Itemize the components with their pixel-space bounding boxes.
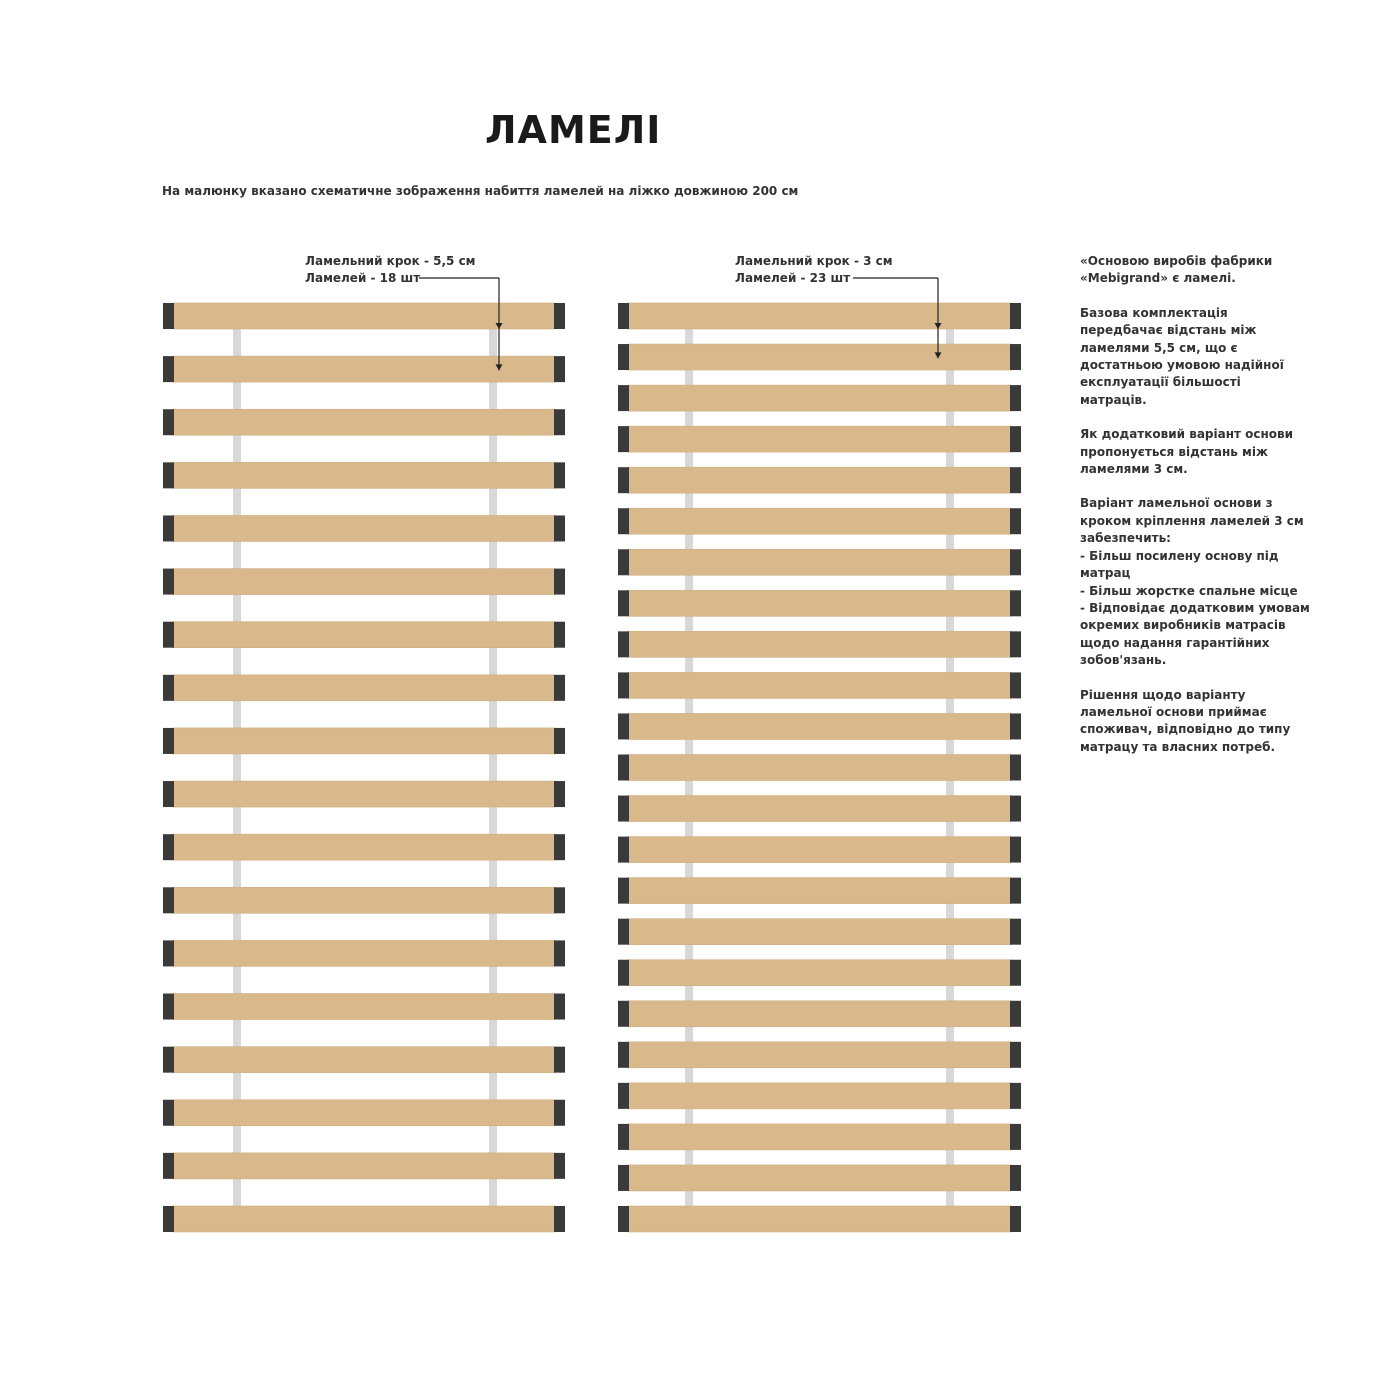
slat-holder-left: [163, 462, 174, 488]
slat-holder-left: [163, 569, 174, 595]
slat-holder-right: [554, 409, 565, 435]
slat-holder-left: [618, 755, 629, 781]
slat-holder-left: [163, 728, 174, 754]
slat-holder-left: [618, 1165, 629, 1191]
slat-holder-left: [618, 1042, 629, 1068]
slat: [628, 1001, 1011, 1027]
slat-holder-left: [163, 1153, 174, 1179]
slat: [173, 675, 555, 701]
slat: [173, 515, 555, 541]
slat: [628, 631, 1011, 657]
slat: [628, 1165, 1011, 1191]
slat-holder-right: [1010, 426, 1021, 452]
slat: [173, 1153, 555, 1179]
benefit-item: - Відповідає додатковим умовам окремих виробників матрасів щодо надання гарантійних зобов'язань.: [1080, 600, 1310, 668]
slat-holder-right: [1010, 385, 1021, 411]
description-benefits: [1080, 495, 1310, 669]
slat: [628, 549, 1011, 575]
slat-holder-right: [1010, 713, 1021, 739]
slat-holder-left: [163, 994, 174, 1020]
diagram-2-count-label: Ламелей - 23 шт: [735, 271, 851, 285]
slat-holder-right: [1010, 1042, 1021, 1068]
slat: [628, 796, 1011, 822]
slat-holder-left: [163, 940, 174, 966]
slat-holder-left: [618, 1083, 629, 1109]
slat-holder-right: [1010, 919, 1021, 945]
slat-holder-left: [618, 1124, 629, 1150]
slat: [628, 1083, 1011, 1109]
slat-holder-right: [554, 569, 565, 595]
slat-holder-right: [554, 1100, 565, 1126]
benefits-list: [1080, 548, 1310, 670]
slat: [628, 467, 1011, 493]
slat: [173, 728, 555, 754]
slat-holder-right: [1010, 549, 1021, 575]
slat-holder-left: [618, 426, 629, 452]
slat-holder-left: [618, 303, 629, 329]
slat-holder-right: [1010, 796, 1021, 822]
slat-holder-right: [554, 834, 565, 860]
slat-holder-left: [163, 409, 174, 435]
slat-holder-right: [554, 1153, 565, 1179]
slat-holder-left: [618, 590, 629, 616]
slat-holder-right: [1010, 467, 1021, 493]
description-conclusion: Рішення щодо варіанту ламельної основи приймає споживач, відповідно до типу матрацу та власних потреб.: [1080, 687, 1291, 754]
support-rail: [489, 303, 497, 1232]
description-panel: [1080, 253, 1310, 773]
slat-holder-left: [163, 781, 174, 807]
slat: [628, 508, 1011, 534]
description-intro: «Основою виробів фабрики «Mebigrand» є ламелі.: [1080, 254, 1273, 286]
slat-holder-left: [618, 1001, 629, 1027]
page-title: ЛАМЕЛІ: [485, 108, 662, 152]
slat: [628, 672, 1011, 698]
slat-holder-left: [618, 631, 629, 657]
slat: [173, 462, 555, 488]
page-subtitle: На малюнку вказано схематичне зображення набиття ламелей на ліжко довжиною 200 см: [162, 184, 799, 198]
slat-holder-right: [554, 1206, 565, 1232]
slat: [628, 1206, 1011, 1232]
slat-holder-right: [554, 356, 565, 382]
slat: [173, 356, 555, 382]
slat-holder-left: [163, 887, 174, 913]
slat-holder-left: [618, 549, 629, 575]
slat: [173, 622, 555, 648]
slat: [173, 569, 555, 595]
slat-holder-right: [1010, 508, 1021, 534]
slat: [173, 940, 555, 966]
diagram-1-step-label: Ламельний крок - 5,5 см: [305, 254, 476, 268]
slat-holder-left: [163, 303, 174, 329]
slat-holder-left: [618, 878, 629, 904]
slat-holder-right: [1010, 755, 1021, 781]
slat-holder-right: [554, 515, 565, 541]
slat-holder-right: [554, 994, 565, 1020]
slat-holder-right: [1010, 1206, 1021, 1232]
slat-holder-left: [618, 344, 629, 370]
slat-holder-right: [1010, 1165, 1021, 1191]
slat: [628, 426, 1011, 452]
slat-holder-right: [554, 622, 565, 648]
slat-holder-left: [618, 467, 629, 493]
slat-holder-right: [1010, 1083, 1021, 1109]
slat: [173, 1047, 555, 1073]
slat-holder-left: [618, 385, 629, 411]
slat: [628, 919, 1011, 945]
slat-holder-left: [163, 1047, 174, 1073]
description-benefits-lead: Варіант ламельної основи з кроком кріплення ламелей 3 см забезпечить:: [1080, 496, 1304, 546]
slat-holder-left: [618, 796, 629, 822]
slat-holder-right: [1010, 672, 1021, 698]
slat: [628, 303, 1011, 329]
description-option: Як додатковий варіант основи пропонується відстань між ламелями 3 см.: [1080, 427, 1294, 477]
diagram-2-step-label: Ламельний крок - 3 см: [735, 254, 893, 268]
slat-holder-right: [1010, 303, 1021, 329]
slat-holder-left: [163, 622, 174, 648]
slat: [628, 837, 1011, 863]
slat: [173, 834, 555, 860]
slat-holder-right: [554, 1047, 565, 1073]
slat-holder-right: [554, 887, 565, 913]
slat-holder-right: [554, 462, 565, 488]
benefit-item: - Більш жорстке спальне місце: [1080, 583, 1298, 598]
slat-holder-left: [163, 675, 174, 701]
slat-holder-right: [554, 728, 565, 754]
slat: [628, 1042, 1011, 1068]
slat-holder-right: [1010, 1001, 1021, 1027]
slat: [173, 1206, 555, 1232]
slat-holder-left: [163, 1100, 174, 1126]
slat: [628, 385, 1011, 411]
slat-holder-left: [618, 837, 629, 863]
slat-holder-right: [1010, 878, 1021, 904]
slat-holder-right: [1010, 837, 1021, 863]
slat-holder-right: [554, 675, 565, 701]
slat: [173, 1100, 555, 1126]
slat-holder-left: [163, 515, 174, 541]
slat-holder-left: [163, 1206, 174, 1232]
slat-holder-right: [1010, 631, 1021, 657]
slat: [628, 713, 1011, 739]
slat-holder-left: [618, 713, 629, 739]
slat-holder-left: [618, 919, 629, 945]
slat-holder-right: [554, 303, 565, 329]
slat: [173, 994, 555, 1020]
slat: [628, 344, 1011, 370]
slat-holder-right: [1010, 344, 1021, 370]
slat: [628, 960, 1011, 986]
diagram-1-count-label: Ламелей - 18 шт: [305, 271, 421, 285]
slat-holder-right: [554, 940, 565, 966]
support-rail: [233, 303, 241, 1232]
slat-holder-left: [618, 508, 629, 534]
slat: [173, 887, 555, 913]
slat: [173, 409, 555, 435]
slat: [628, 755, 1011, 781]
slat-holder-left: [163, 356, 174, 382]
slat-holder-left: [618, 672, 629, 698]
slat-holder-right: [1010, 590, 1021, 616]
slat-holder-left: [618, 960, 629, 986]
slat-holder-left: [163, 834, 174, 860]
slat: [173, 781, 555, 807]
benefit-item: - Більш посилену основу під матрац: [1080, 548, 1279, 581]
slat-holder-right: [1010, 1124, 1021, 1150]
slat: [628, 590, 1011, 616]
slat-holder-right: [1010, 960, 1021, 986]
slat-holder-left: [618, 1206, 629, 1232]
slat-holder-right: [554, 781, 565, 807]
slat: [628, 1124, 1011, 1150]
description-basic: Базова комплектація передбачає відстань між ламелями 5,5 см, що є достатньою умовою надійної експлуатації більшості матраців.: [1080, 305, 1284, 407]
slat: [628, 878, 1011, 904]
